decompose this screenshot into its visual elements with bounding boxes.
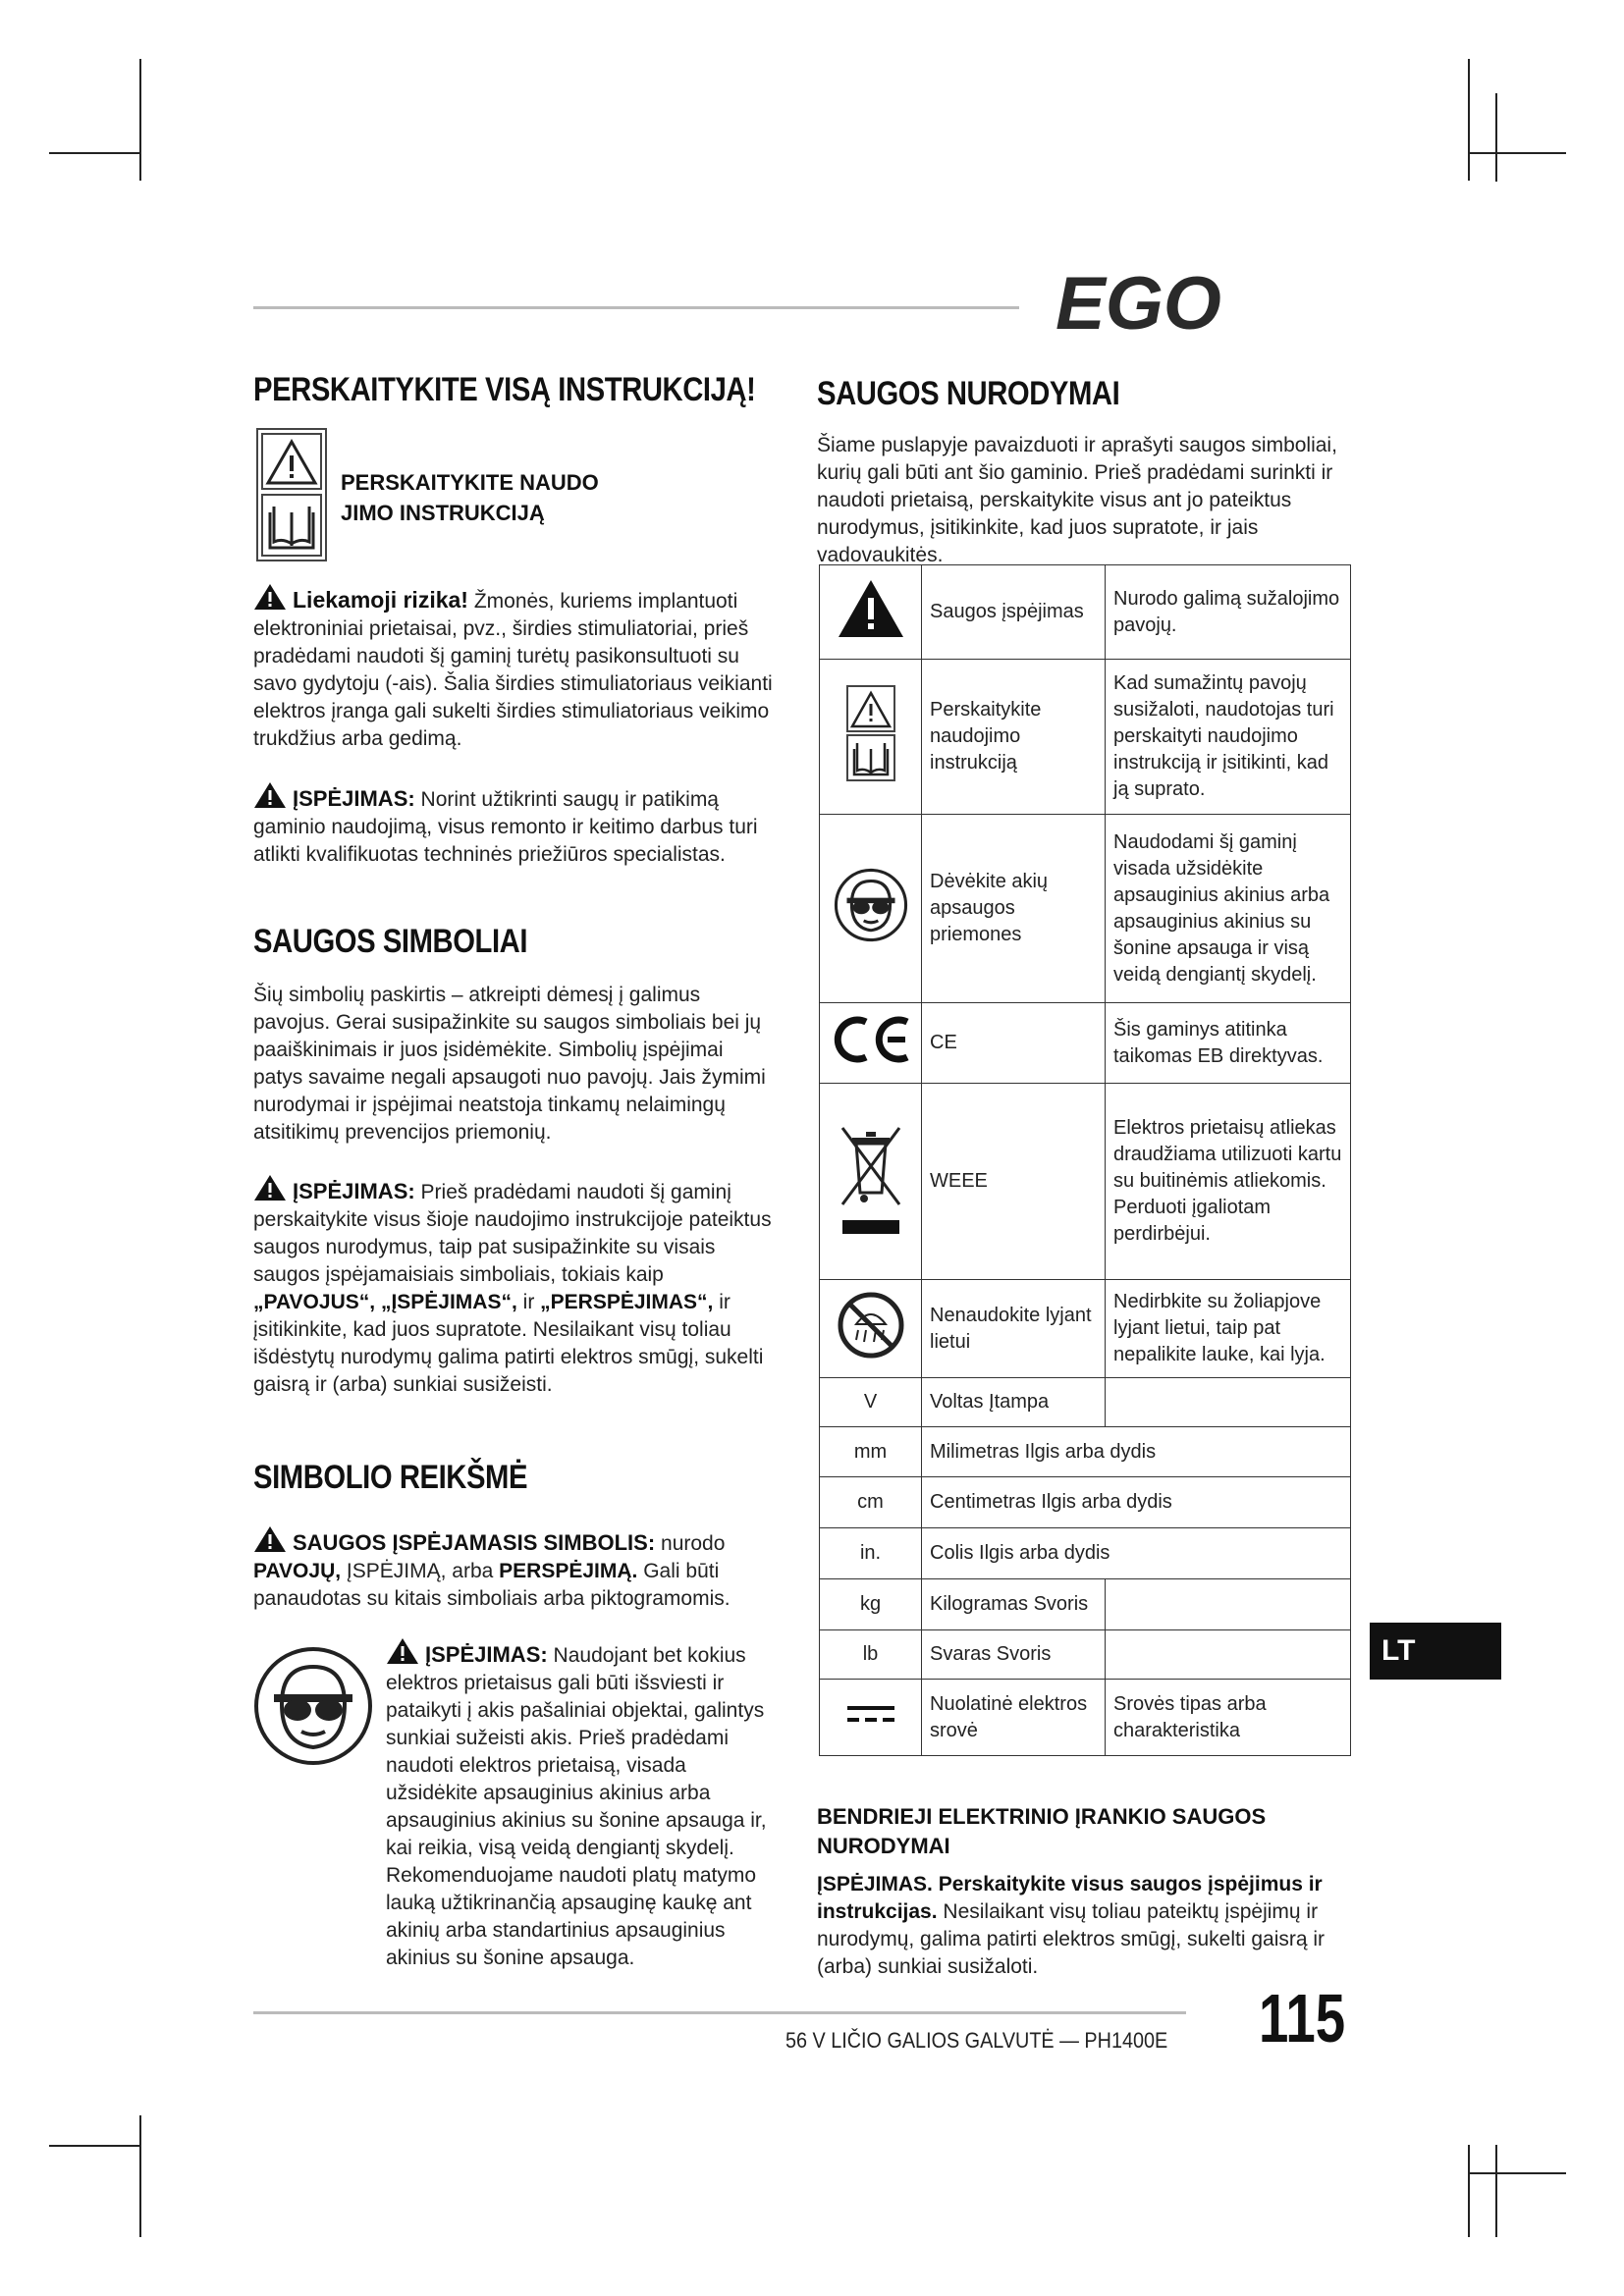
crop-mark	[1468, 2172, 1566, 2174]
ce-mark-icon	[831, 1016, 911, 1063]
warning-label: ĮSPĖJIMAS:	[293, 786, 415, 811]
eye-warning-text: Naudojant bet kokius elektros prietaisus gali būti išsviesti ir pataikyti į akis pašaliniai objektai, galintys sunkiai sužeisti akis. Prieš pradėdami naudoti elektros prietaisą, visada užsidėkite apsauginius akinius arba apsauginius akinius su šonine apsauga ir, kai reikia, visą veidą dengiantį skydelį. Rekomenduojame naudoti platų matymo lauką užtikrinančią apsauginę kaukę ant akinių arba standartinius apsauginius akinius su šonine apsauga.	[386, 1644, 767, 1969]
table-desc-cell: Naudodami šį gaminį visada užsidėkite apsauginius akinius arba apsauginius akinius su šonine apsauga ir visą veidą dengiantį skydelį.	[1106, 815, 1351, 1003]
quote-warning: „ĮSPĖJIMAS“,	[380, 1291, 517, 1313]
table-icon-cell	[820, 1003, 922, 1084]
unit-symbol-cell: in.	[820, 1528, 922, 1579]
warning-label: ĮSPĖJIMAS:	[293, 1179, 415, 1203]
symbol-text-3: Gali būti panaudotas su kitais simboliais arba piktogramomis.	[253, 1560, 731, 1610]
table-desc-cell: Nurodo galimą sužalojimo pavojų.	[1106, 565, 1351, 660]
warning-triangle-icon	[386, 1637, 419, 1665]
and-word: ir	[522, 1291, 535, 1313]
language-tab: LT	[1370, 1623, 1501, 1680]
footer-rule	[253, 2011, 1186, 2014]
table-row	[820, 565, 1351, 660]
residual-text: Žmonės, kuriems implantuoti elektroniniai prietaisai, pvz., širdies stimuliatoriai, prieš pradėdami naudoti šį gaminį turėtų pasikonsultuoti su savo gydytoju (-ais). Šalia širdies stimuliatoriaus veikianti elektros įranga gali sukelti širdies stimuliatoriaus veikimo trukdžius arba gedimą.	[253, 590, 773, 750]
warning-label: ĮSPĖJIMAS:	[425, 1642, 548, 1667]
read-box-line1: PERSKAITYKITE NAUDO	[341, 470, 599, 495]
quote-danger: „PAVOJUS“,	[253, 1291, 376, 1313]
unit-symbol-cell: kg	[820, 1579, 922, 1630]
symbol-danger: PAVOJŲ,	[253, 1560, 342, 1582]
symbol-text-1: nurodo	[661, 1532, 726, 1555]
table-desc-cell	[1106, 1579, 1351, 1630]
weee-bin-icon	[837, 1114, 905, 1242]
unit-symbol-cell: mm	[820, 1427, 922, 1477]
crop-mark	[49, 152, 141, 154]
warning-triangle-icon	[253, 781, 287, 809]
table-desc-cell	[1106, 1378, 1351, 1427]
symbol-meaning-paragraph	[253, 1525, 774, 1613]
table-desc-cell: Kad sumažintų pavojų susižaloti, naudotojas turi perskaityti naudojimo instrukciją ir įsitikinti, kad ją suprato.	[1106, 660, 1351, 815]
logo-text: EGO	[1056, 270, 1221, 337]
table-row	[820, 1378, 1351, 1427]
table-row	[820, 660, 1351, 815]
table-name-cell: WEEE	[922, 1084, 1106, 1280]
no-rain-icon	[837, 1291, 905, 1360]
table-name-cell: Svaras Svoris	[922, 1630, 1106, 1680]
table-row	[820, 1084, 1351, 1280]
table-icon-cell	[820, 660, 922, 815]
table-row	[820, 815, 1351, 1003]
crop-mark	[139, 2115, 141, 2237]
title-symbol-meaning: SIMBOLIO REIKŠMĖ	[253, 1459, 528, 1496]
crop-mark	[1468, 59, 1470, 181]
crop-mark	[1468, 2145, 1470, 2237]
table-row	[820, 1477, 1351, 1528]
safety-intro-paragraph: Šiame puslapyje pavaizduoti ir aprašyti saugos simboliai, kurių gali būti ant šio gaminio. Prieš pradėdami surinkti ir naudoti prietaisą, perskaitykite visus ant jo pateiktus nurodymus, įsitikinkite, kad juos supratote, ir jais vadovaukitės.	[817, 434, 1337, 566]
table-icon-cell	[820, 565, 922, 660]
warning-text: Norint užtikrinti saugų ir patikimą gaminio naudojimą, visus remonto ir keitimo darbus turi atlikti kvalifikuotas techninės priežiūros specialistas.	[253, 788, 758, 866]
table-name-cell: Saugos įspėjimas	[922, 565, 1106, 660]
symbols-paragraph: Šių simbolių paskirtis – atkreipti dėmesį į galimus pavojus. Gerai susipažinkite su saugos simboliais bei jų paaiškinimais ir juos įsidėmėkite. Simbolių įspėjimai patys savaime negali apsaugoti nuo pavojų. Jais žymimi nurodymai ir įspėjimai neatstoja tinkamų nelaimingų atsitikimų prevencijos priemonių.	[253, 984, 766, 1144]
unit-symbol-cell: cm	[820, 1477, 922, 1528]
table-name-cell: Kilogramas Svoris	[922, 1579, 1106, 1630]
unit-symbol-cell: V	[820, 1378, 922, 1427]
read-manual-box	[256, 428, 327, 561]
symbol-caution: PERSPĖJIMĄ.	[499, 1560, 638, 1582]
read-box-text	[341, 467, 599, 528]
crop-mark	[49, 2145, 141, 2147]
table-icon-cell	[820, 1280, 922, 1378]
table-row	[820, 1003, 1351, 1084]
table-name-cell: Colis Ilgis arba dydis	[922, 1528, 1351, 1579]
final-warning-bold: ĮSPĖJIMAS. Perskaitykite visus saugos įspėjimus ir instrukcijas.	[817, 1873, 1323, 1923]
ego-logo	[1056, 270, 1345, 342]
header-rule	[253, 306, 1019, 309]
table-icon-cell	[820, 1680, 922, 1756]
read-manual-icon	[845, 684, 896, 782]
footer-product: 56 V LIČIO GALIOS GALVUTĖ — PH1400E	[785, 2028, 1168, 2053]
table-name-cell: Voltas Įtampa	[922, 1378, 1106, 1427]
warning-triangle-icon	[253, 583, 287, 611]
table-row	[820, 1528, 1351, 1579]
table-name-cell: Nuolatinė elektros srovė	[922, 1680, 1106, 1756]
table-row	[820, 1579, 1351, 1630]
warning-triangle-icon	[253, 1525, 287, 1553]
eye-protection-large-icon	[252, 1645, 374, 1772]
symbol-label: SAUGOS ĮSPĖJAMASIS SIMBOLIS:	[293, 1530, 656, 1555]
table-desc-cell: Šis gaminys atitinka taikomas EB direktyvas.	[1106, 1003, 1351, 1084]
table-icon-cell	[820, 1084, 922, 1280]
table-desc-cell: Elektros prietaisų atliekas draudžiama utilizuoti kartu su buitinėmis atliekomis. Perduoti įgaliotam perdirbėjui.	[1106, 1084, 1351, 1280]
warning-triangle-icon	[837, 578, 905, 639]
table-name-cell: Dėvėkite akių apsaugos priemones	[922, 815, 1106, 1003]
eye-protection-icon	[834, 868, 908, 942]
table-row	[820, 1630, 1351, 1680]
warning-text-a: Prieš pradėdami naudoti šį gaminį perskaitykite visus šioje naudojimo instrukcijoje pateiktus saugos nurodymus, taip pat susipažinkite su visais saugos įspėjamaisiais simboliais, tokiais kaip	[253, 1181, 772, 1286]
warning-triangle-icon	[253, 1174, 287, 1201]
table-desc-cell: Srovės tipas arba charakteristika	[1106, 1680, 1351, 1756]
title-safety-instructions: SAUGOS NURODYMAI	[817, 375, 1120, 412]
table-name-cell: Nenaudokite lyjant lietui	[922, 1280, 1106, 1378]
table-row	[820, 1427, 1351, 1477]
general-safety-paragraph	[817, 1871, 1352, 1981]
table-desc-cell: Nedirbkite su žoliapjove lyjant lietui, taip pat nepalikite lauke, kai lyja.	[1106, 1280, 1351, 1378]
direct-current-icon	[843, 1702, 898, 1726]
table-row	[820, 1280, 1351, 1378]
safety-symbols-table	[819, 564, 1351, 1756]
symbol-text-2: ĮSPĖJIMĄ, arba	[346, 1560, 494, 1582]
table-name-cell: CE	[922, 1003, 1106, 1084]
warning-text-b: ir įsitikinkite, kad juos supratote. Nesilaikant visų toliau išdėstytų nurodymų galima patirti elektros smūgį, sukelti gaisrą ir (arba) sunkiai susižeisti.	[253, 1291, 764, 1396]
title-safety-symbols: SAUGOS SIMBOLIAI	[253, 923, 528, 960]
crop-mark	[1495, 93, 1497, 182]
title-read-instructions: PERSKAITYKITE VISĄ INSTRUKCIJĄ!	[253, 371, 756, 408]
read-box-line2: JIMO INSTRUKCIJĄ	[341, 501, 545, 525]
final-warning-text: Nesilaikant visų toliau pateiktų įspėjimų ir nurodymų, galima patirti elektros smūgį, sukelti gaisrą ir (arba) sunkiai susižaloti.	[817, 1900, 1326, 1978]
crop-mark	[1468, 152, 1566, 154]
crop-mark	[139, 59, 141, 181]
table-icon-cell	[820, 815, 922, 1003]
table-desc-cell	[1106, 1630, 1351, 1680]
warning-read-paragraph	[253, 1174, 774, 1399]
eye-warning-paragraph	[386, 1637, 784, 1972]
table-row	[820, 1680, 1351, 1756]
warning-repair-paragraph	[253, 781, 774, 869]
residual-label: Liekamoji rizika!	[293, 587, 468, 613]
unit-symbol-cell: lb	[820, 1630, 922, 1680]
table-name-cell: Perskaitykite naudojimo instrukciją	[922, 660, 1106, 815]
table-name-cell: Milimetras Ilgis arba dydis	[922, 1427, 1351, 1477]
page-number: 115	[1259, 1980, 1346, 2056]
crop-mark	[1495, 2145, 1497, 2237]
general-safety-subtitle: BENDRIEJI ELEKTRINIO ĮRANKIO SAUGOS NURODYMAI	[817, 1804, 1267, 1858]
quote-caution: „PERSPĖJIMAS“,	[540, 1291, 714, 1313]
residual-risk-paragraph	[253, 583, 774, 753]
table-name-cell: Centimetras Ilgis arba dydis	[922, 1477, 1351, 1528]
